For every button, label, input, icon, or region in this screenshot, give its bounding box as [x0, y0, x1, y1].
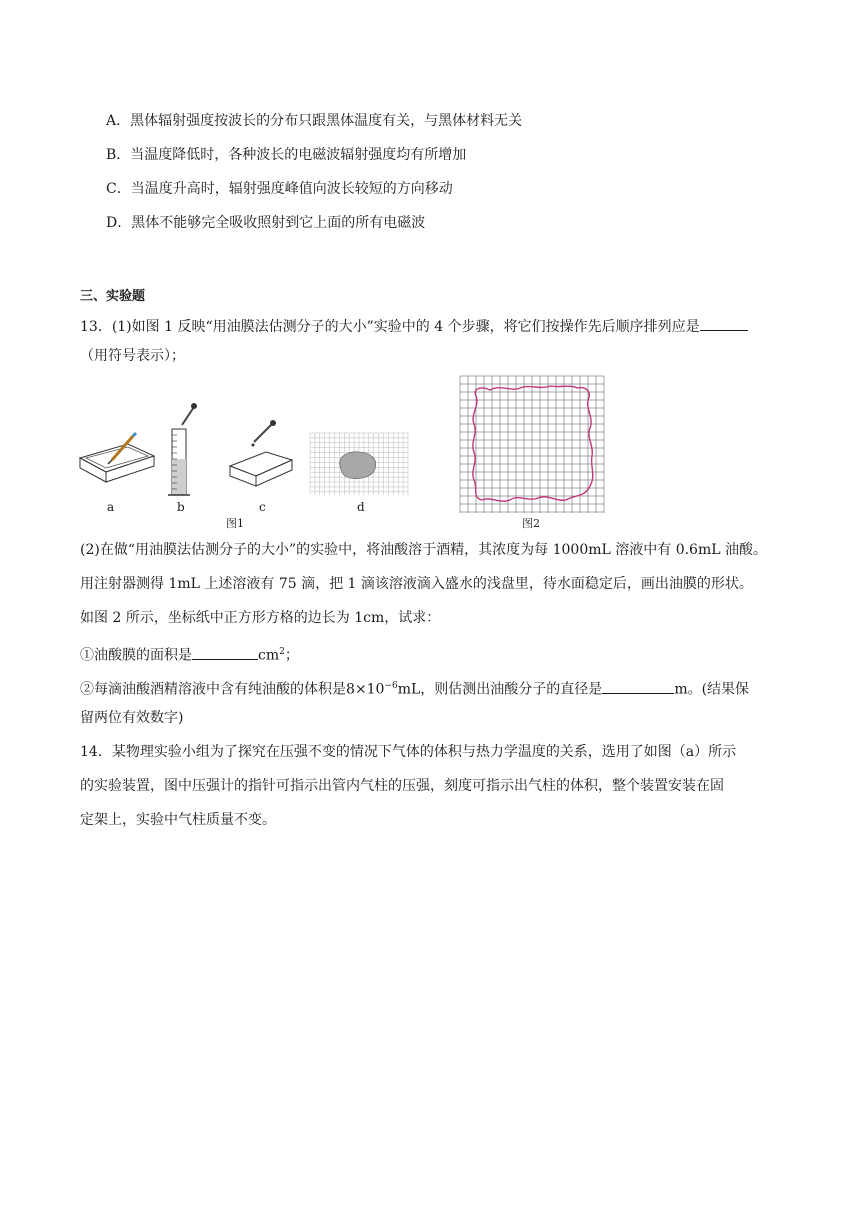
tray-with-pen-icon: [78, 430, 158, 492]
q13-line1: [80, 316, 748, 337]
option-letter: C．: [106, 181, 131, 197]
fig1-label-c: c: [259, 500, 266, 514]
tray-dropper-icon: [226, 420, 296, 492]
option-letter: A．: [106, 113, 131, 129]
option-text: 当温度降低时，各种波长的电磁波辐射强度均有所增加: [130, 147, 467, 163]
option-b: [106, 145, 466, 165]
q13-text: 13．(1)如图 1 反映“用油膜法估测分子的大小”实验中的 4 个步骤，将它们按操作先后顺序排列应是: [80, 319, 700, 335]
sub2-end: m。(结果保: [674, 681, 750, 698]
q13-sub2-line2: 留两位有效数字): [80, 710, 184, 726]
section-title: 三、实验题: [80, 289, 146, 304]
option-text: 当温度升高时，辐射强度峰值向波长较短的方向移动: [130, 181, 453, 197]
grid-oil-film-icon: [310, 433, 408, 495]
answer-blank[interactable]: [700, 316, 748, 331]
sub1-unit: cm: [258, 647, 280, 664]
option-text: 黑体辐射强度按波长的分布只跟黑体温度有关，与黑体材料无关: [130, 113, 523, 129]
sub1-exponent: 2: [279, 647, 285, 657]
sub2-text: ②每滴油酸酒精溶液中含有纯油酸的体积是: [80, 681, 346, 698]
fig1-label-b: b: [177, 500, 185, 514]
fig1-caption: 图1: [226, 517, 244, 530]
q14-line2: 的实验装置，图中压强计的指针可指示出管内气柱的压强，刻度可指示出气柱的体积，整个装置安装在固: [80, 778, 724, 794]
option-d: [106, 213, 425, 233]
cylinder-dropper-icon: [166, 403, 196, 499]
diameter-answer-blank[interactable]: [602, 679, 674, 694]
fig1-label-a: a: [107, 500, 115, 514]
fig1-label-d: d: [357, 500, 365, 514]
fig2-caption: 图2: [522, 517, 540, 530]
option-letter: D．: [106, 215, 132, 231]
sub2-exponent: −6: [384, 681, 398, 691]
q13-line2: （用符号表示）；: [80, 348, 185, 364]
option-text: 黑体不能够完全吸收照射到它上面的所有电磁波: [131, 215, 426, 231]
q13-part2-line2: 用注射器测得 1mL 上述溶液有 75 滴，把 1 滴该溶液滴入盛水的浅盘里，待水面稳定后，画出油膜的形状。: [80, 576, 753, 592]
q14-line3: 定架上，实验中气柱质量不变。: [80, 812, 276, 828]
option-letter: B．: [106, 147, 131, 163]
area-answer-blank[interactable]: [192, 645, 258, 660]
q13-part2-line3: 如图 2 所示，坐标纸中正方形方格的边长为 1cm，试求：: [80, 610, 441, 626]
q13-sub2: [80, 676, 749, 700]
q14-line1: 14．某物理实验小组为了探究在压强不变的情况下气体的体积与热力学温度的关系，选用了如图（a）所示: [80, 744, 737, 760]
sub1-end: ；: [284, 647, 299, 664]
grid-oil-film-outline-icon: [460, 376, 604, 513]
sub2-mid: mL，则估测出油酸分子的直径是: [397, 681, 603, 698]
q13-sub1: [80, 642, 299, 666]
sub2-value: 8×10: [346, 681, 385, 698]
sub1-text: ①油酸膜的面积是: [80, 647, 192, 664]
option-c: [106, 179, 453, 199]
q13-part2-line1: (2)在做“用油膜法估测分子的大小”的实验中，将油酸溶于酒精，其浓度为每 1000mL 溶液中有 0.6mL 油酸。: [80, 542, 767, 558]
option-a: [106, 111, 522, 131]
